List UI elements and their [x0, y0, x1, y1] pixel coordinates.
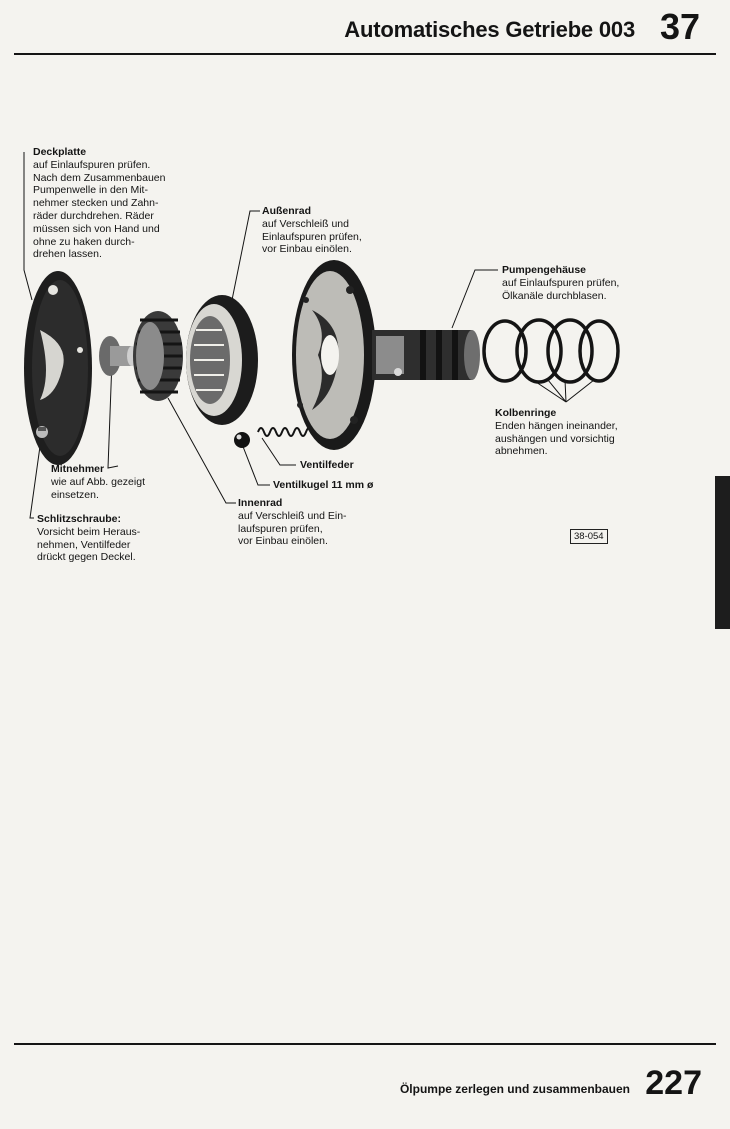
- callout-text: Enden hängen ineinander, aushängen und vorsichtig abnehmen.: [495, 419, 618, 458]
- innenrad-part: [133, 311, 183, 401]
- callout-title: Schlitzschraube:: [37, 513, 122, 525]
- leader-mitnehmer: [108, 360, 118, 468]
- callout-text: auf Einlaufspuren prüfen, Ölkanäle durchblasen.: [502, 276, 620, 302]
- callout-schlitzschraube: [37, 513, 140, 564]
- callout-title: Kolbenringe: [495, 407, 557, 419]
- mitnehmer-part: [99, 336, 137, 376]
- kolbenringe-part: [484, 320, 618, 382]
- leader-aussenrad: [232, 211, 260, 300]
- page-number: 227: [645, 1064, 702, 1102]
- callout-text: auf Einlaufspuren prüfen. Nach dem Zusammenbauen Pumpenwelle in den Mit- nehmer stecken und Zahn- räder durchdrehen. Räder müssen sich von Hand und ohne zu haken durch- drehen lassen.: [33, 158, 166, 261]
- callout-aussenrad: [262, 205, 362, 256]
- footer-rule: [14, 1043, 716, 1045]
- callout-deckplatte: [33, 146, 166, 261]
- callout-text: auf Verschleiß und Ein- laufspuren prüfen, vor Einbau einölen.: [238, 509, 347, 548]
- callout-text: Vorsicht beim Heraus- nehmen, Ventilfeder drückt gegen Deckel.: [37, 525, 141, 564]
- deckplatte-part: [24, 271, 92, 465]
- callout-mitnehmer: [51, 463, 145, 501]
- chapter-edge-tab: [715, 476, 730, 629]
- figure-reference: 38-054: [570, 529, 608, 544]
- pumpengehaeuse-part: [292, 260, 480, 450]
- leader-pumpengehaeuse: [452, 270, 498, 328]
- leader-deckplatte: [24, 152, 32, 300]
- callout-kolbenringe: [495, 407, 618, 458]
- aussenrad-part: [186, 295, 258, 425]
- callout-title: Ventilfeder: [300, 459, 354, 471]
- leader-ventilfeder: [262, 438, 296, 465]
- callout-title: Ventilkugel 11 mm ø: [273, 479, 374, 491]
- page-title: Automatisches Getriebe 003: [344, 17, 635, 42]
- leader-ventilkugel: [242, 444, 270, 485]
- footer-title: Ölpumpe zerlegen und zusammenbauen: [399, 1082, 630, 1096]
- callout-text: wie auf Abb. gezeigt einsetzen.: [51, 475, 145, 501]
- callout-title: Pumpengehäuse: [502, 264, 587, 276]
- callout-title: Außenrad: [262, 205, 312, 217]
- callout-title: Mitnehmer: [51, 463, 105, 475]
- callout-ventilfeder: [300, 459, 354, 472]
- chapter-number: 37: [659, 6, 700, 47]
- callout-title: Deckplatte: [33, 146, 87, 158]
- callout-text: auf Verschleiß und Einlaufspuren prüfen, vor Einbau einölen.: [262, 217, 362, 256]
- callout-pumpengehaeuse: [502, 264, 619, 302]
- callout-innenrad: [238, 497, 347, 548]
- callout-ventilkugel: [273, 479, 373, 492]
- callout-title: Innenrad: [238, 497, 283, 509]
